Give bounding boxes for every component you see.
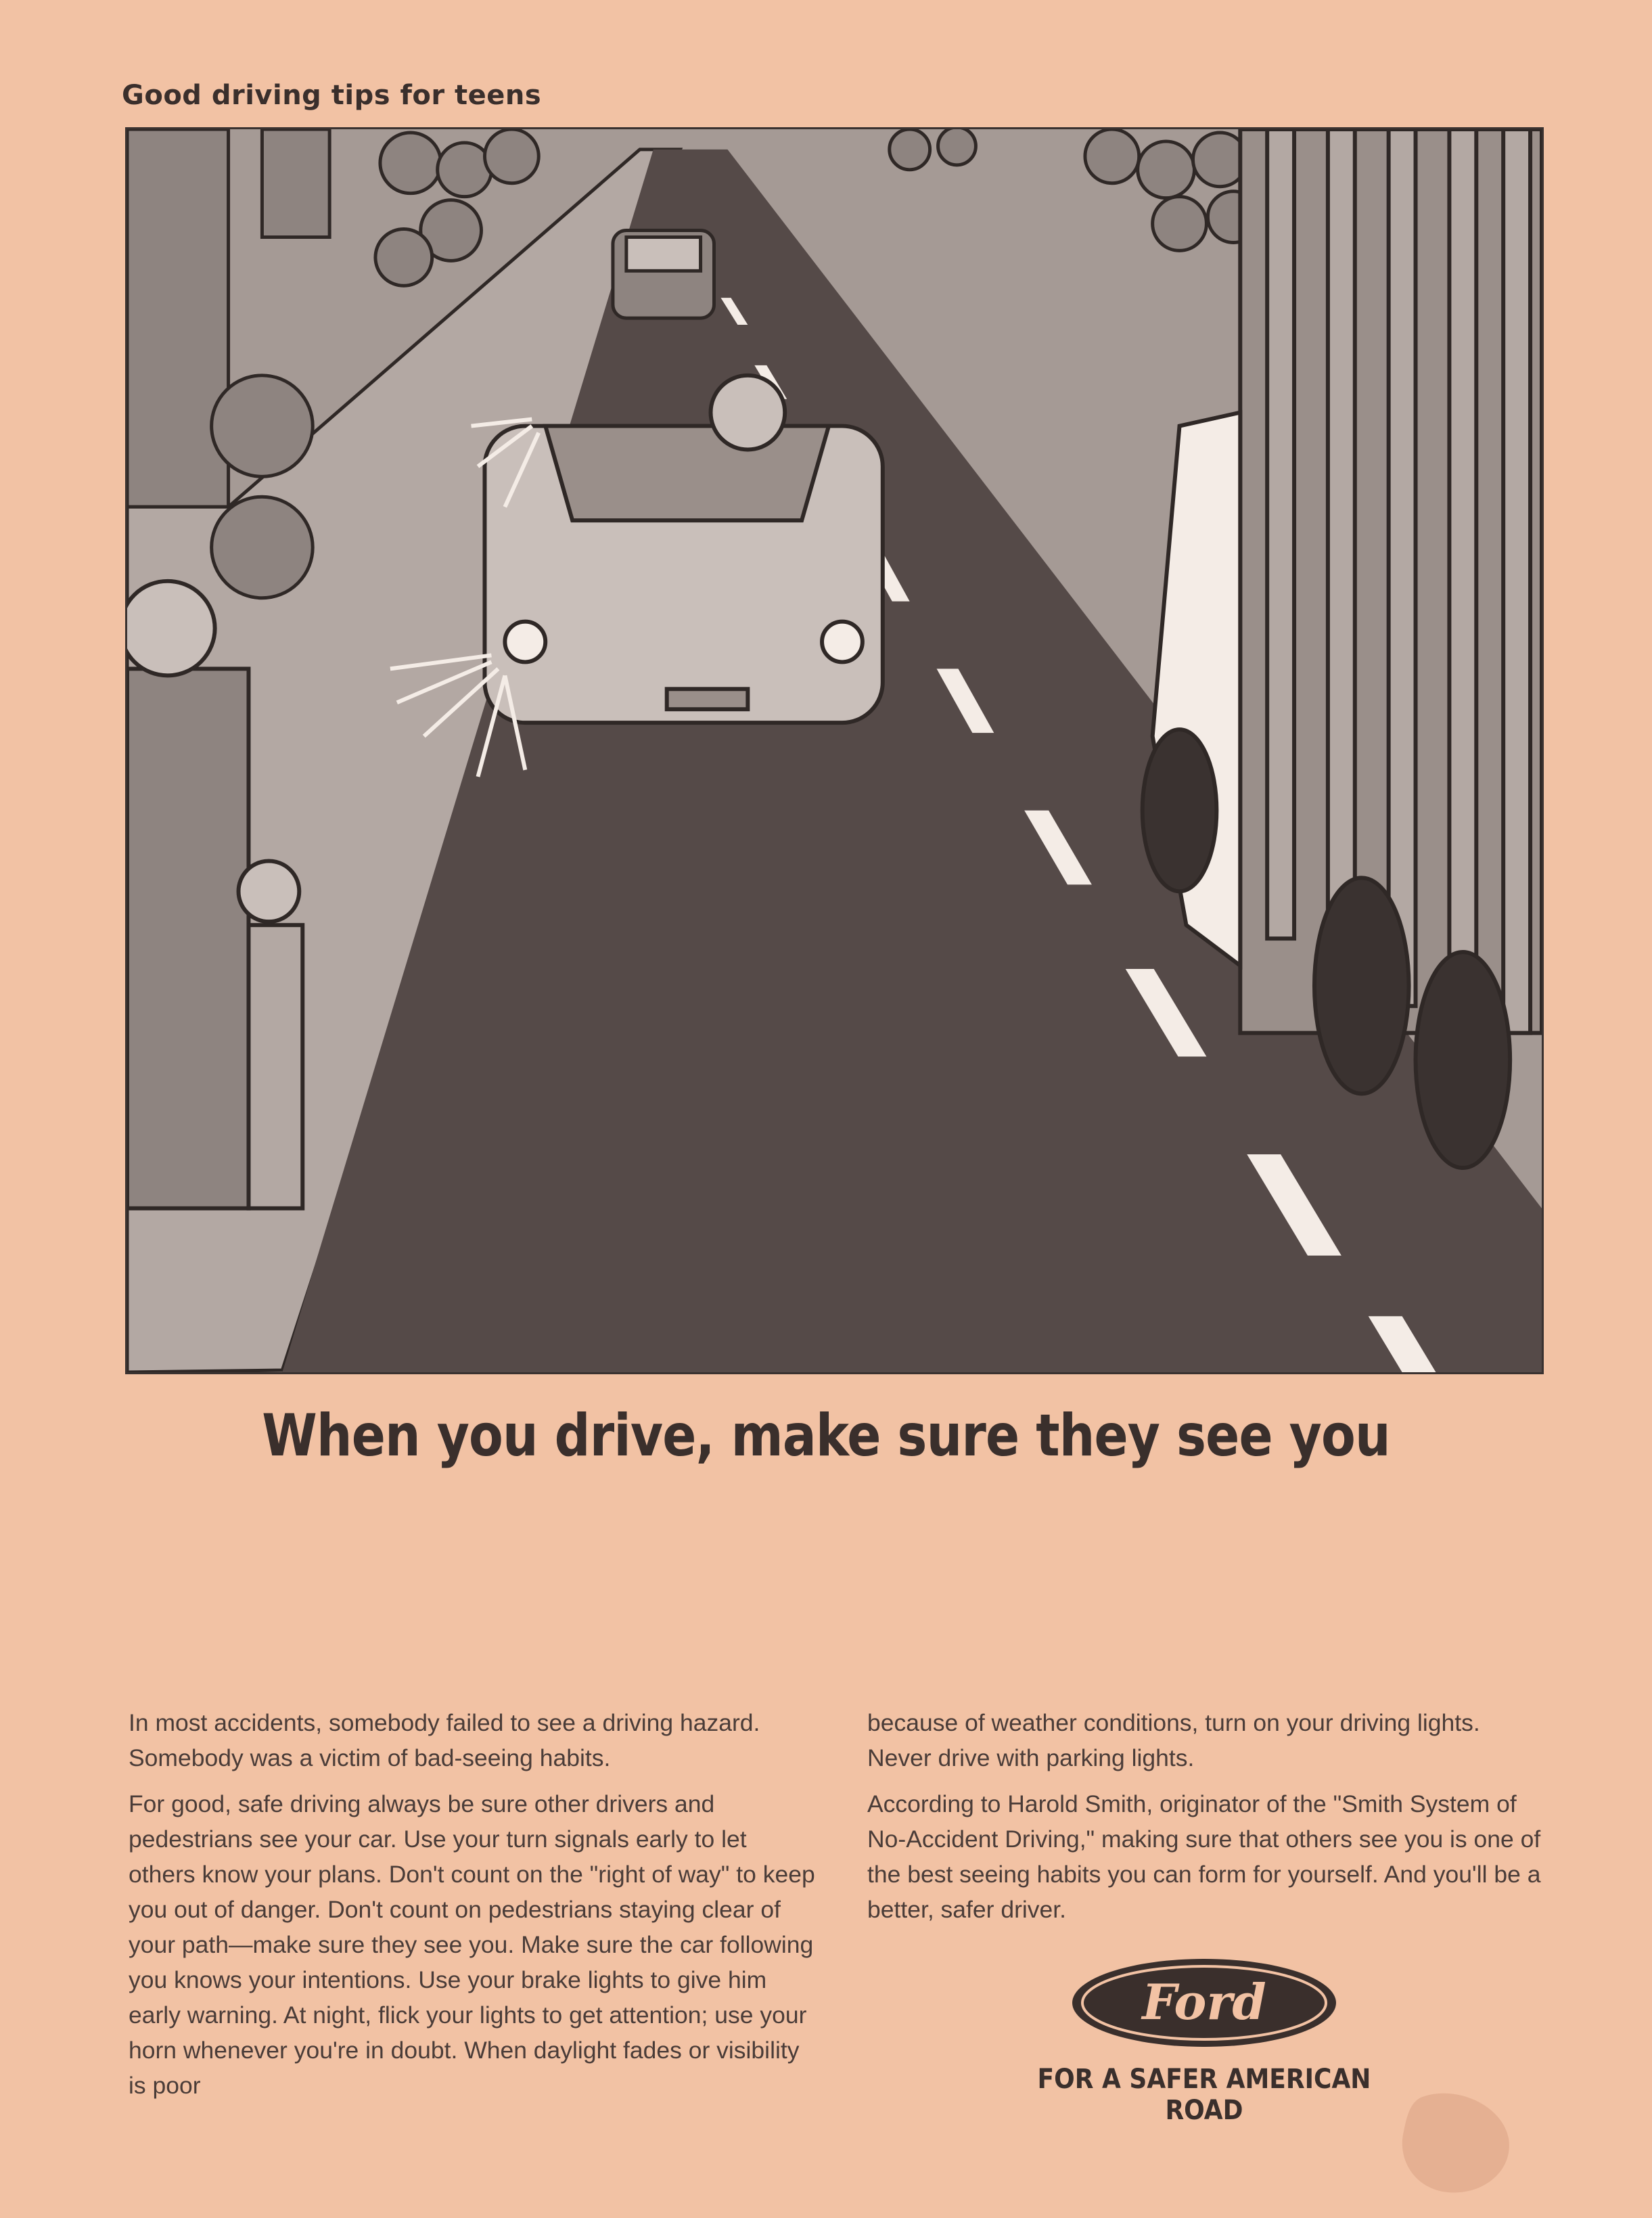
body-paragraph: because of weather conditions, turn on your driving lights. Never drive with parking lights.	[867, 1709, 1480, 1771]
body-column-left	[129, 1705, 819, 2114]
ford-logo-text: Ford	[1142, 1973, 1266, 2031]
signaling-car	[484, 376, 882, 723]
headline: When you drive, make sure they see you	[262, 1402, 1390, 1470]
left-building	[127, 129, 229, 507]
page-kicker: Good driving tips for teens	[122, 80, 542, 111]
body-column-right	[867, 1705, 1551, 1938]
window	[262, 129, 329, 237]
paper-stain	[1394, 2084, 1515, 2199]
tagline: FOR A SAFER AMERICAN ROAD	[1037, 2064, 1371, 2126]
distant-car	[613, 231, 714, 319]
body-paragraph: According to Harold Smith, originator of the "Smith System of No-Accident Driving," making sure that others see you is one of the best seeing habits you can form for yourself. And you'll be a better, safer driver.	[867, 1790, 1541, 1923]
body-paragraph: For good, safe driving always be sure other drivers and pedestrians see your car. Use your turn signals early to let others know your plans. Don't count on the "right of way" to keep you out of danger. Don't count on pedestrians staying clear of your path—make sure they see you. Make sure the car following you knows your intentions. Use your brake lights to give him early warning. At night, flick your lights to get attention; use your horn whenever you're in doubt. When daylight fades or visibility is poor	[129, 1790, 815, 2099]
body-paragraph: In most accidents, somebody failed to see a driving hazard. Somebody was a victim of bad-seeing habits.	[129, 1709, 760, 1771]
ford-logo	[1069, 1955, 1339, 2050]
street-illustration	[125, 127, 1544, 1374]
